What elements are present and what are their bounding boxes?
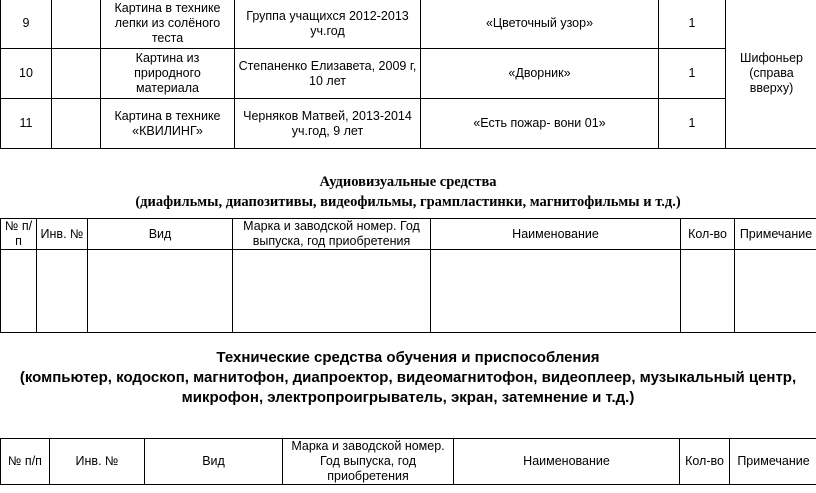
column-header-mark: Марка и заводской номер. Год выпуска, год приобретения: [283, 439, 454, 485]
audiovisual-table: [0, 218, 816, 333]
item-quantity: 1: [659, 0, 726, 49]
table-row: [1, 0, 816, 49]
item-author: Группа учащихся 2012-2013 уч.год: [235, 0, 421, 49]
audiovisual-heading: [0, 172, 816, 212]
item-quantity: 1: [659, 99, 726, 149]
empty-cell: [431, 250, 681, 333]
item-name: «Дворник»: [421, 49, 659, 99]
table-row: [1, 99, 816, 149]
technical-means-table: [0, 438, 816, 485]
item-type: Картина в технике лепки из солёного теста: [101, 0, 235, 49]
section-subtitle: микрофон, электропроигрыватель, экран, затемнение и т.д.): [181, 389, 635, 406]
table-header-row: [1, 439, 816, 485]
column-header-quantity: Кол-во: [681, 219, 735, 250]
technical-means-heading: [0, 348, 816, 408]
column-header-note: Примечание: [730, 439, 816, 485]
column-header-inventory: Инв. №: [37, 219, 88, 250]
item-type: Картина из природного материала: [101, 49, 235, 99]
row-number: 9: [1, 0, 52, 49]
empty-cell: [88, 250, 233, 333]
item-author: Черняков Матвей, 2013-2014 уч.год, 9 лет: [235, 99, 421, 149]
table-row: [1, 250, 816, 333]
column-header-quantity: Кол-во: [680, 439, 730, 485]
section-subtitle: (диафильмы, диапозитивы, видеофильмы, грампластинки, магнитофильмы и т.д.): [135, 194, 681, 210]
section-subtitle: (компьютер, кодоскоп, магнитофон, диапроектор, видеомагнитофон, видеоплеер, музыкальный центр,: [19, 369, 797, 386]
item-name: «Цветочный узор»: [421, 0, 659, 49]
row-number: 10: [1, 49, 52, 99]
empty-cell: [233, 250, 431, 333]
column-header-name: Наименование: [431, 219, 681, 250]
row-number: 11: [1, 99, 52, 149]
inventory-number: [52, 0, 101, 49]
table-row: [1, 49, 816, 99]
item-location: Шифоньер (справа вверху): [726, 0, 816, 149]
section-title: Технические средства обучения и приспособления: [216, 349, 600, 366]
column-header-number: № п/п: [1, 219, 37, 250]
column-header-note: Примечание: [735, 219, 816, 250]
empty-cell: [681, 250, 735, 333]
exhibit-table: [0, 0, 816, 149]
column-header-type: Вид: [88, 219, 233, 250]
item-type: Картина в технике «КВИЛИНГ»: [101, 99, 235, 149]
column-header-inventory: Инв. №: [50, 439, 145, 485]
column-header-mark: Марка и заводской номер. Год выпуска, год приобретения: [233, 219, 431, 250]
section-title: Аудиовизуальные средства: [319, 174, 497, 190]
item-quantity: 1: [659, 49, 726, 99]
column-header-type: Вид: [145, 439, 283, 485]
item-author: Степаненко Елизавета, 2009 г, 10 лет: [235, 49, 421, 99]
empty-cell: [1, 250, 37, 333]
column-header-name: Наименование: [454, 439, 680, 485]
item-name: «Есть пожар- вони 01»: [421, 99, 659, 149]
empty-cell: [37, 250, 88, 333]
column-header-number: № п/п: [1, 439, 50, 485]
inventory-number: [52, 99, 101, 149]
inventory-number: [52, 49, 101, 99]
empty-cell: [735, 250, 816, 333]
table-header-row: [1, 219, 816, 250]
